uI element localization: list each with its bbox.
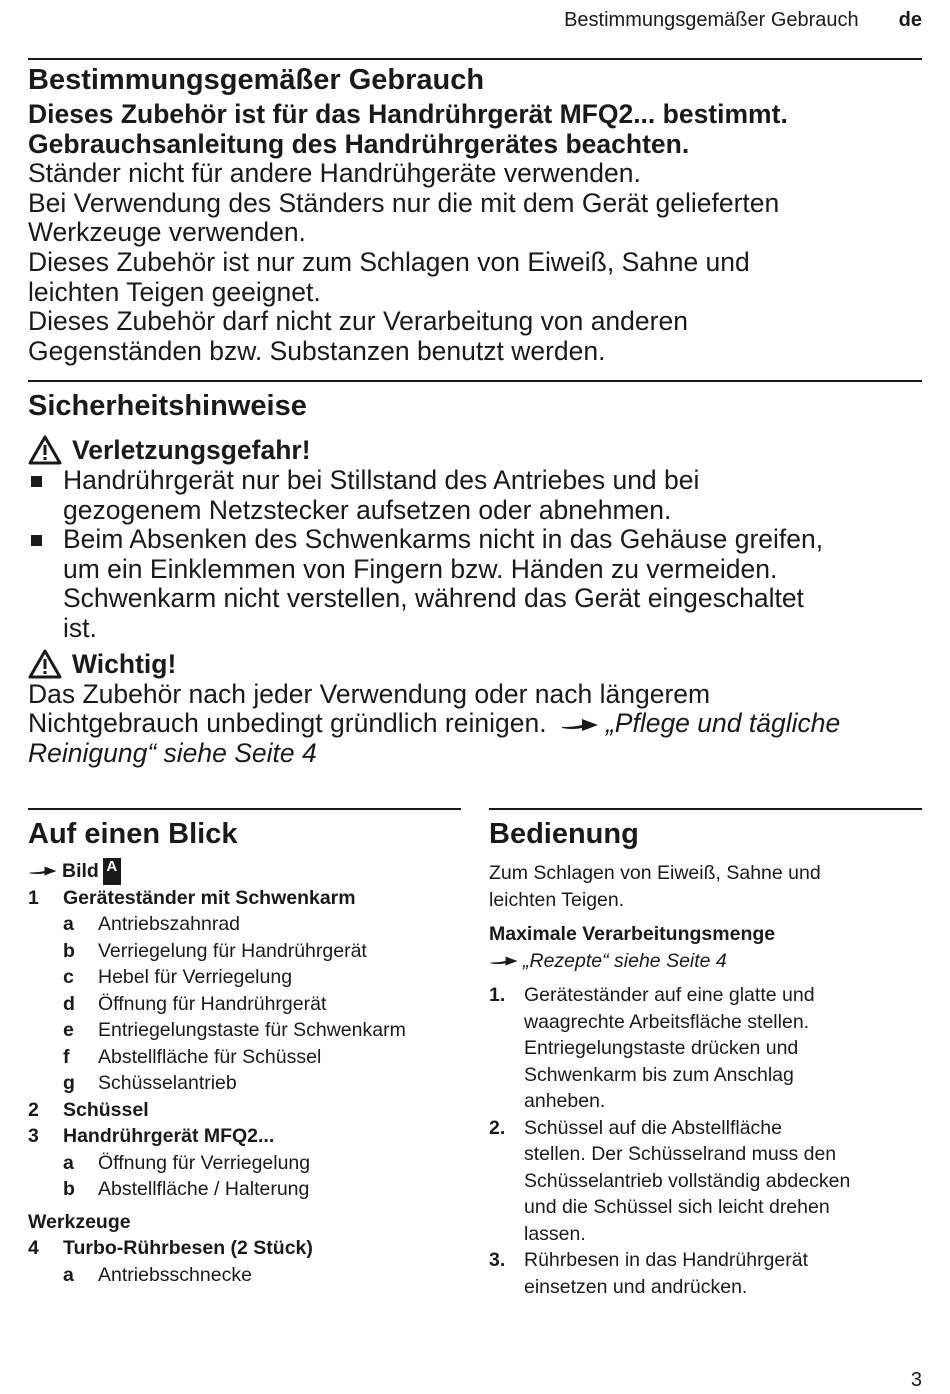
language-tag: de bbox=[898, 9, 922, 31]
list-item bbox=[28, 1123, 461, 1150]
safety-section bbox=[28, 390, 922, 768]
sub-item bbox=[28, 938, 461, 965]
sub-item bbox=[28, 1017, 461, 1044]
item-label: Schüssel bbox=[63, 1098, 149, 1121]
step-line: und die Schüssel sich leicht drehen bbox=[524, 1196, 830, 1218]
important-line: Das Zubehör nach jeder Verwendung oder nach längerem bbox=[28, 678, 711, 709]
bullet-line: ist. bbox=[63, 612, 97, 643]
intended-use-heading: Bestimmungsgemäßer Gebrauch bbox=[28, 64, 485, 96]
step-line: Schüssel auf die Abstellfläche bbox=[524, 1116, 782, 1139]
item-label: Antriebszahnrad bbox=[98, 913, 241, 935]
arrow-right-icon bbox=[560, 716, 600, 734]
item-number: g bbox=[63, 1072, 75, 1094]
item-label: Antriebsschnecke bbox=[98, 1263, 252, 1286]
item-number: d bbox=[63, 992, 75, 1015]
sub-item bbox=[28, 1070, 461, 1097]
step-text bbox=[524, 982, 815, 1115]
injury-warning-title: Verletzungsgefahr! bbox=[72, 435, 311, 465]
intended-use-line: Dieses Zubehör darf nicht zur Verarbeitung von anderen bbox=[28, 306, 688, 337]
step-item bbox=[489, 982, 922, 1115]
step-item bbox=[489, 1115, 922, 1248]
item-number: b bbox=[63, 939, 75, 962]
operation-column bbox=[489, 808, 922, 1300]
operation-intro bbox=[489, 860, 922, 913]
item-label: Abstellfläche für Schüssel bbox=[98, 1045, 322, 1068]
bullet-line: Schwenkarm nicht verstellen, während das Gerät eingeschaltet bbox=[63, 583, 804, 614]
operation-intro-line: Zum Schlagen von Eiweiß, Sahne und bbox=[489, 862, 821, 884]
operation-heading: Bedienung bbox=[489, 818, 639, 850]
warning-title bbox=[28, 434, 922, 466]
step-text bbox=[524, 1247, 808, 1300]
important-warning-title: Wichtig! bbox=[72, 648, 177, 679]
figure-label: Bild bbox=[62, 860, 99, 882]
item-number: a bbox=[63, 1263, 74, 1286]
sub-item bbox=[28, 1044, 461, 1071]
header-rule bbox=[28, 58, 922, 60]
running-header bbox=[28, 6, 922, 34]
overview-column bbox=[28, 808, 461, 1288]
item-number: 3 bbox=[28, 1125, 39, 1147]
bullet-square-icon bbox=[28, 466, 63, 525]
step-line: stellen. Der Schüsselrand muss den bbox=[524, 1143, 837, 1165]
intended-use-line: Bei Verwendung des Ständers nur die mit dem Gerät gelieferten bbox=[28, 187, 780, 218]
safety-heading: Sicherheitshinweise bbox=[28, 390, 307, 422]
item-number: c bbox=[63, 966, 74, 988]
running-header-title: Bestimmungsgemäßer Gebrauch bbox=[564, 9, 859, 31]
step-line: waagrechte Arbeitsfläche stellen. bbox=[524, 1010, 810, 1033]
tools-list bbox=[28, 1235, 461, 1288]
steps-list bbox=[489, 982, 922, 1300]
cross-reference: Reinigung“ siehe Seite 4 bbox=[28, 737, 317, 768]
recipes-reference: „Rezepte“ siehe Seite 4 bbox=[523, 949, 727, 972]
item-label: Schüsselantrieb bbox=[98, 1072, 237, 1094]
important-line bbox=[28, 709, 922, 739]
list-item bbox=[28, 1235, 461, 1262]
intended-use-bold-line: Dieses Zubehör ist für das Handrührgerät MFQ2... bestimmt. bbox=[28, 99, 788, 129]
item-label: Abstellfläche / Halterung bbox=[98, 1178, 310, 1200]
warning-triangle-icon bbox=[28, 435, 62, 465]
step-text bbox=[524, 1115, 850, 1248]
sub-item bbox=[28, 911, 461, 938]
step-line: Geräteständer auf eine glatte und bbox=[524, 984, 815, 1006]
item-number: b bbox=[63, 1178, 75, 1200]
item-number: f bbox=[63, 1045, 70, 1068]
max-quantity-heading: Maximale Verarbeitungsmenge bbox=[489, 923, 776, 945]
intended-use-line: leichten Teigen geeignet. bbox=[28, 276, 321, 307]
important-text: Nichtgebrauch unbedingt gründlich reinigen. bbox=[28, 708, 547, 739]
intended-use-section bbox=[28, 64, 922, 366]
sub-item bbox=[28, 964, 461, 991]
figure-badge: A bbox=[103, 858, 121, 885]
item-label: Entriegelungstaste für Schwenkarm bbox=[98, 1019, 406, 1041]
item-label: Verriegelung für Handrührgerät bbox=[98, 939, 367, 962]
bullet-line: gezogenem Netzstecker aufsetzen oder abnehmen. bbox=[63, 494, 672, 525]
arrow-right-icon bbox=[28, 864, 58, 878]
step-line: Entriegelungstaste drücken und bbox=[524, 1037, 799, 1059]
step-line: Rührbesen in das Handrührgerät bbox=[524, 1249, 809, 1271]
arrow-right-icon bbox=[489, 954, 519, 968]
sub-item bbox=[28, 1176, 461, 1203]
item-label: Handrührgerät MFQ2... bbox=[63, 1125, 275, 1147]
step-number: 2. bbox=[489, 1116, 506, 1139]
intended-use-bold-line: Gebrauchsanleitung des Handrührgerätes beachten. bbox=[28, 128, 690, 159]
sub-item bbox=[28, 991, 461, 1018]
sub-item bbox=[28, 1262, 461, 1289]
item-label: Geräteständer mit Schwenkarm bbox=[63, 886, 356, 909]
bullet-line: Handrührgerät nur bei Stillstand des Antriebes und bei bbox=[63, 465, 700, 495]
step-item bbox=[489, 1247, 922, 1300]
bullet-square-icon bbox=[28, 525, 63, 643]
step-line: einsetzen und andrücken. bbox=[524, 1275, 748, 1298]
item-number: 2 bbox=[28, 1098, 39, 1121]
bullet-line: um ein Einklemmen von Fingern bzw. Händen zu vermeiden. bbox=[63, 553, 778, 584]
operation-intro-line: leichten Teigen. bbox=[489, 888, 625, 911]
safety-bullet bbox=[28, 466, 922, 525]
overview-heading: Auf einen Blick bbox=[28, 818, 238, 850]
warning-triangle-icon bbox=[28, 649, 62, 679]
step-number: 1. bbox=[489, 984, 506, 1006]
item-number: a bbox=[63, 913, 74, 935]
item-label: Turbo-Rührbesen (2 Stück) bbox=[63, 1237, 313, 1259]
cross-reference: „Pflege und tägliche bbox=[605, 708, 841, 739]
sub-item bbox=[28, 1150, 461, 1177]
item-number: a bbox=[63, 1151, 74, 1174]
overview-list bbox=[28, 885, 461, 1203]
item-label: Öffnung für Verriegelung bbox=[98, 1151, 311, 1174]
list-item bbox=[28, 1097, 461, 1124]
step-line: Schwenkarm bis zum Anschlag bbox=[524, 1063, 794, 1086]
figure-reference bbox=[28, 858, 461, 885]
intended-use-line: Werkzeuge verwenden. bbox=[28, 217, 306, 248]
step-line: lassen. bbox=[524, 1222, 586, 1245]
item-label: Hebel für Verriegelung bbox=[98, 966, 293, 988]
warning-title bbox=[28, 648, 922, 680]
tools-heading: Werkzeuge bbox=[28, 1210, 131, 1233]
step-number: 3. bbox=[489, 1249, 506, 1271]
step-line: anheben. bbox=[524, 1090, 606, 1112]
item-number: 4 bbox=[28, 1237, 39, 1259]
step-line: Schüsselantrieb vollständig abdecken bbox=[524, 1169, 851, 1192]
section-rule bbox=[28, 380, 922, 382]
max-quantity-reference bbox=[489, 948, 922, 975]
item-number: e bbox=[63, 1019, 74, 1041]
intended-use-line: Ständer nicht für andere Handrühgeräte verwenden. bbox=[28, 158, 641, 189]
list-item bbox=[28, 885, 461, 912]
bullet-line: Beim Absenken des Schwenkarms nicht in das Gehäuse greifen, bbox=[63, 524, 824, 555]
intended-use-line: Dieses Zubehör ist nur zum Schlagen von Eiweiß, Sahne und bbox=[28, 246, 750, 277]
intended-use-line: Gegenständen bzw. Substanzen benutzt werden. bbox=[28, 335, 606, 366]
item-label: Öffnung für Handrührgerät bbox=[98, 992, 327, 1015]
safety-bullet bbox=[28, 525, 922, 643]
page-number: 3 bbox=[910, 1369, 922, 1391]
item-number: 1 bbox=[28, 886, 39, 909]
